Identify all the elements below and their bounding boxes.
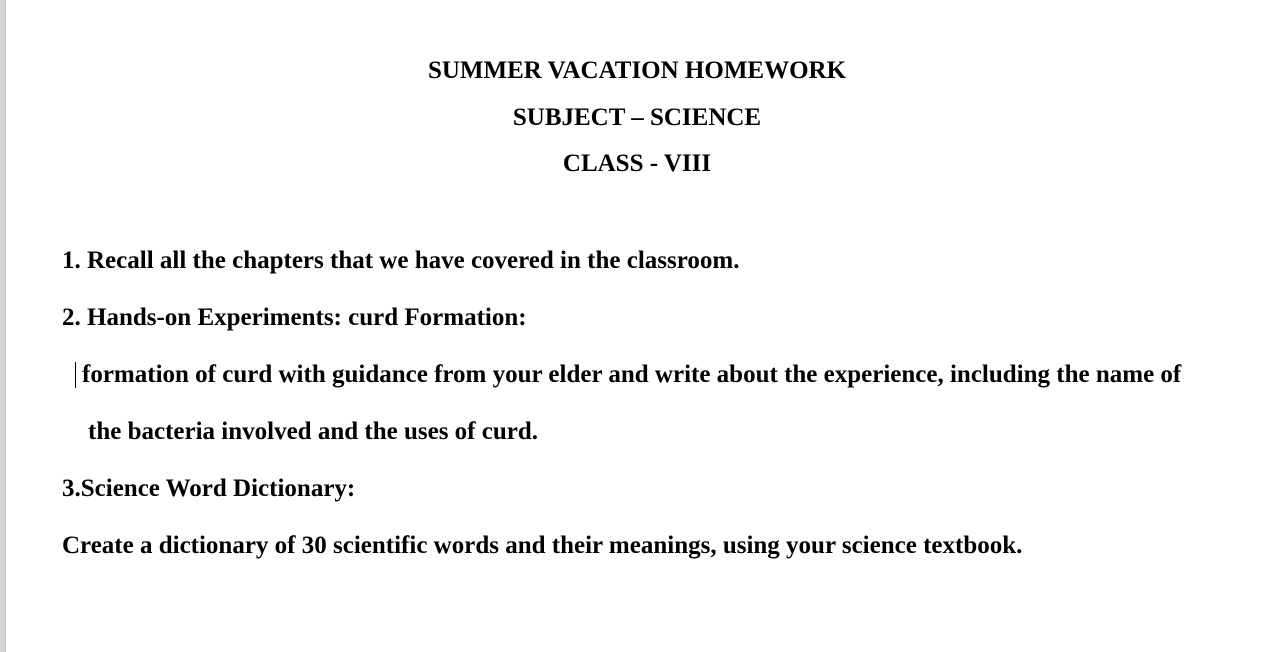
homework-item-3: 3.Science Word Dictionary: [62,475,356,502]
subject-heading: SUBJECT – SCIENCE [512,104,762,131]
homework-item-2-detail-line-2: the bacteria involved and the uses of curd. [88,418,538,445]
homework-item-2-detail-line-1: formation of curd with guidance from your elder and write about the experience, including the name of [82,361,1182,388]
homework-item-3-detail: Create a dictionary of 30 scientific words and their meanings, using your science textbook. [62,532,1023,559]
class-heading: CLASS - VIII [562,150,712,177]
document-page[interactable] [6,0,1262,652]
homework-item-2: 2. Hands-on Experiments: curd Formation: [62,304,527,331]
document-title: SUMMER VACATION HOMEWORK [427,57,847,84]
text-cursor [75,362,76,388]
homework-item-1: 1. Recall all the chapters that we have covered in the classroom. [62,247,740,274]
